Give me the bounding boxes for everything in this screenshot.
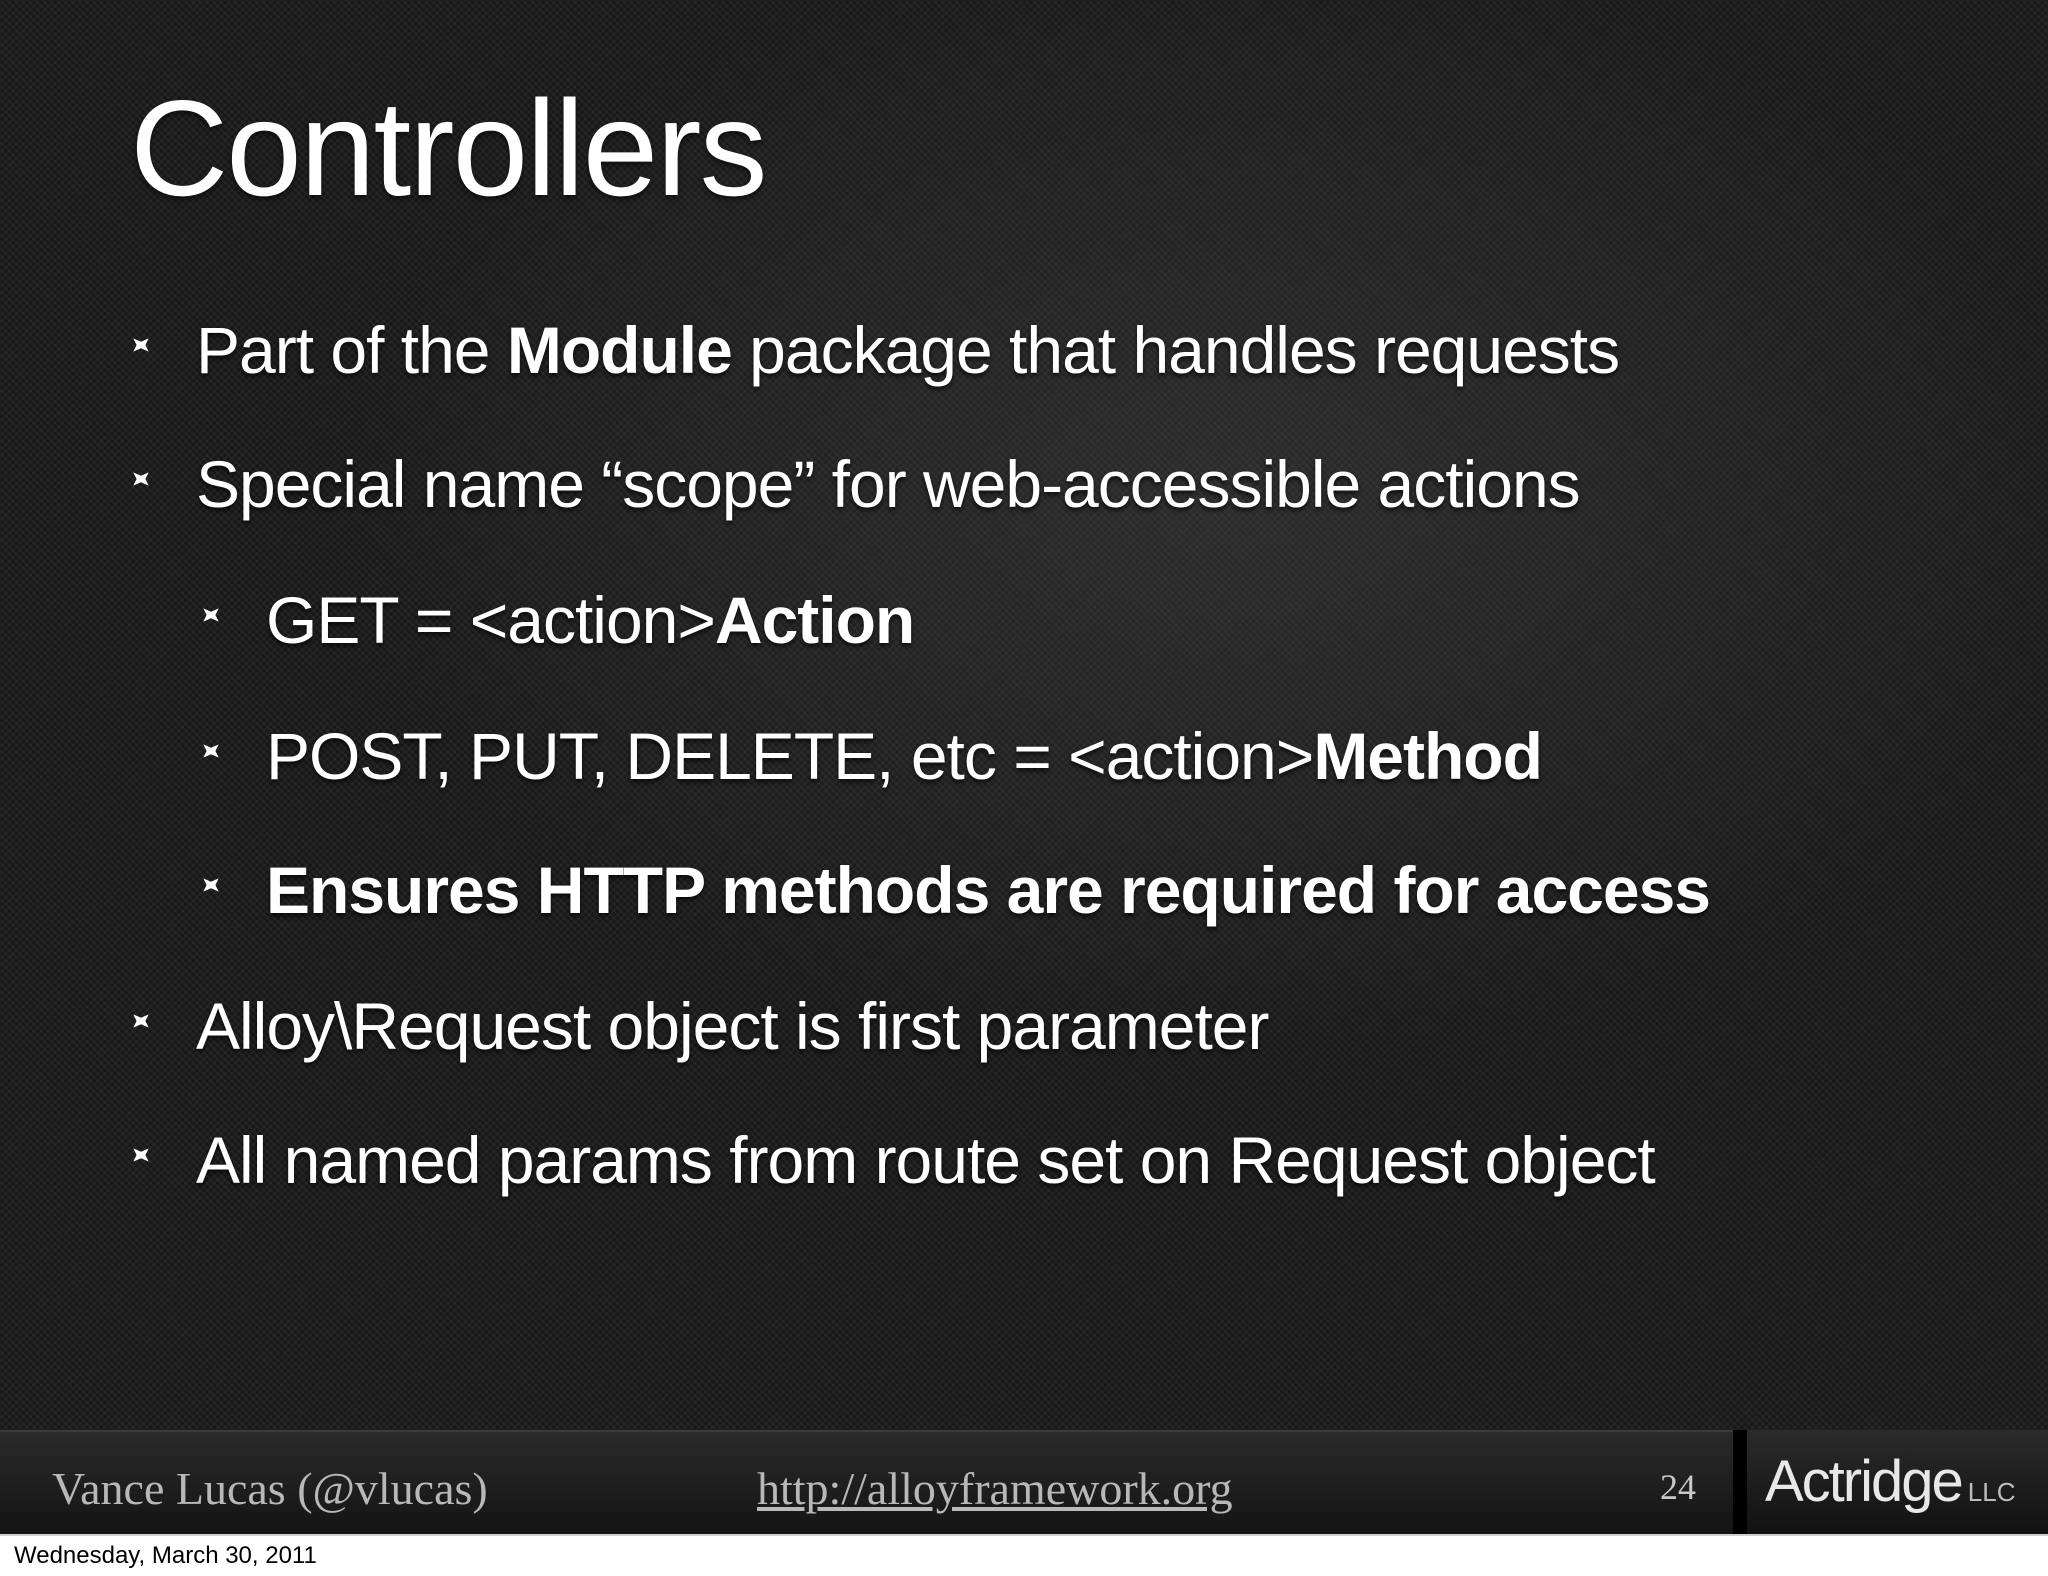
- bullet-emphasis: Ensures HTTP methods are required for access: [266, 853, 1710, 927]
- divider: [0, 1534, 2048, 1536]
- star-bullet-icon: [200, 874, 222, 896]
- bullet-item: [196, 1122, 1655, 1198]
- bullet-text: Part of the: [196, 313, 507, 387]
- page-number: 24: [1660, 1467, 1696, 1507]
- footer-bar: [0, 1430, 1733, 1534]
- bullet-item: [196, 312, 1619, 388]
- star-bullet-icon: [200, 740, 222, 762]
- footer-author: Vance Lucas (@vlucas): [52, 1463, 488, 1514]
- footer-url-link[interactable]: http://alloyframework.org: [757, 1463, 1233, 1514]
- sub-bullet-item: [266, 582, 914, 658]
- slide-footer: [0, 1430, 2048, 1534]
- logo-text: [1765, 1448, 2015, 1515]
- slide-title: Controllers: [130, 72, 766, 224]
- sub-bullet-item: [266, 852, 1710, 928]
- company-logo: [1747, 1430, 2048, 1534]
- bullet-emphasis: Method: [1313, 719, 1542, 793]
- bullet-text: Alloy\Request object is first parameter: [196, 989, 1269, 1063]
- star-bullet-icon: [200, 604, 222, 626]
- bullet-text: package that handles requests: [731, 313, 1620, 387]
- date-stamp: Wednesday, March 30, 2011: [14, 1542, 317, 1569]
- star-bullet-icon: [130, 1144, 152, 1166]
- bullet-emphasis: Module: [506, 313, 732, 387]
- star-bullet-icon: [130, 334, 152, 356]
- sub-bullet-item: [266, 718, 1542, 794]
- bullet-emphasis: Action: [714, 583, 915, 657]
- logo-name: Actridge: [1765, 1449, 1962, 1514]
- bullet-item: [196, 988, 1268, 1064]
- bullet-text: GET = <action>: [266, 583, 715, 657]
- star-bullet-icon: [130, 468, 152, 490]
- bullet-text: POST, PUT, DELETE, etc = <action>: [266, 719, 1314, 793]
- star-bullet-icon: [130, 1010, 152, 1032]
- bullet-item: [196, 446, 1580, 522]
- logo-suffix: LLC: [1967, 1477, 2016, 1507]
- bullet-text: Special name “scope” for web-accessible actions: [196, 447, 1580, 521]
- bullet-text: All named params from route set on Request object: [196, 1123, 1655, 1197]
